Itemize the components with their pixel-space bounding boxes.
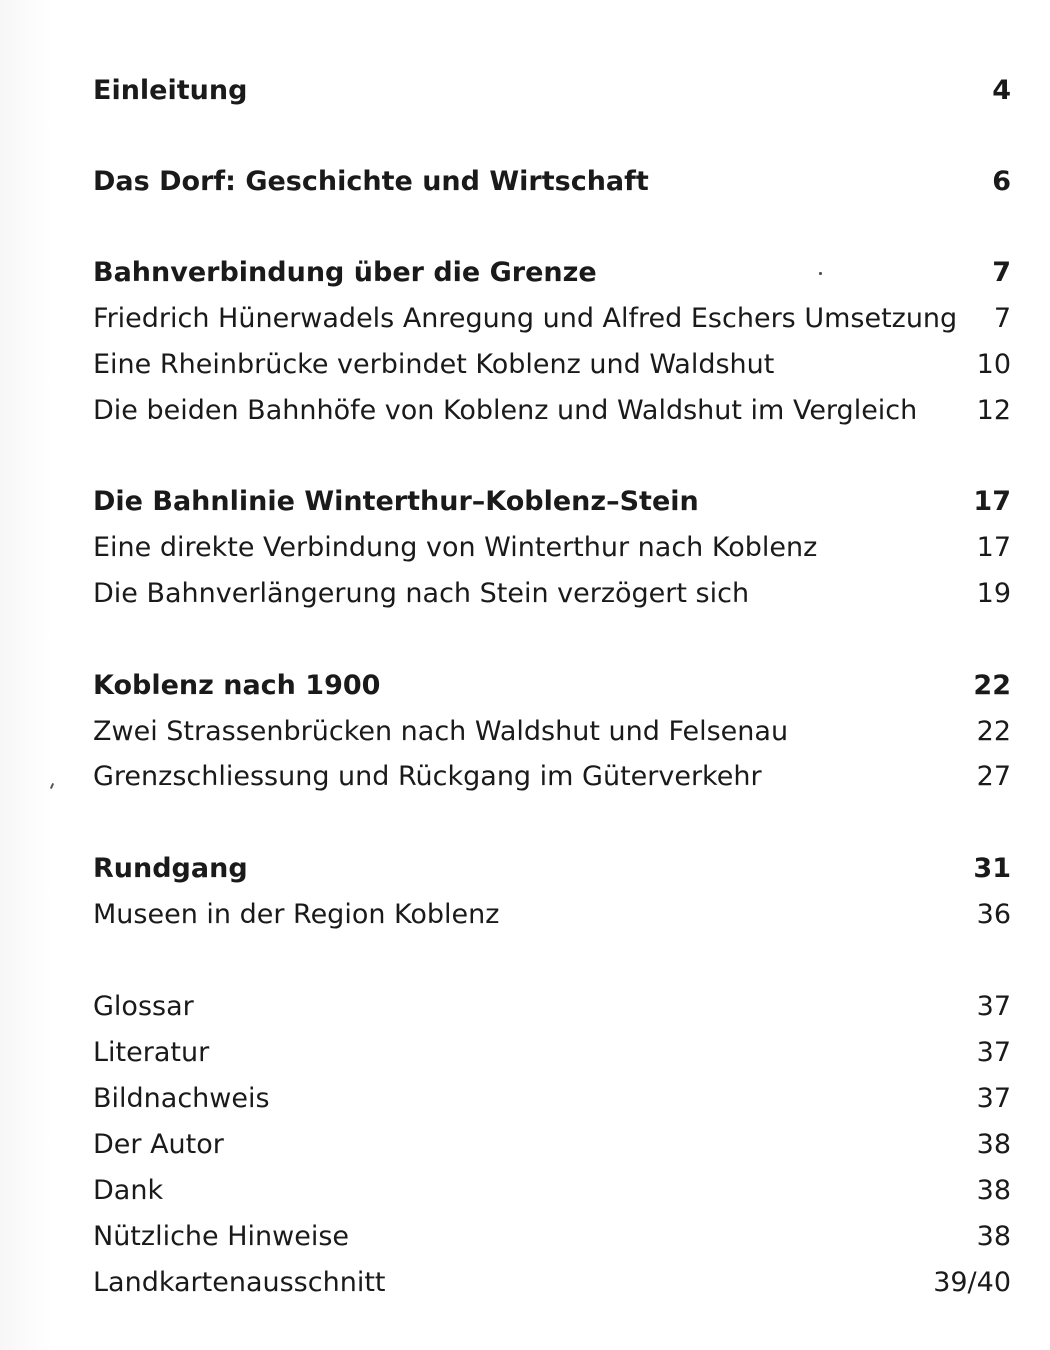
toc-page-number: 38 [976,1129,1011,1160]
toc-entry-appendix [93,1266,1011,1300]
toc-title: Grenzschliessung und Rückgang im Güterverkehr [93,761,762,792]
toc-title: Landkartenausschnitt [93,1267,386,1298]
toc-title: Zwei Strassenbrücken nach Waldshut und Felsenau [93,716,789,747]
toc-page-number: 22 [976,716,1011,747]
toc-page-number: 37 [976,1037,1011,1068]
toc-entry-appendix [93,990,1011,1024]
toc-page-number: 36 [976,899,1011,930]
toc-entry-chapter [93,669,1011,703]
toc-entry-appendix [93,1220,1011,1254]
toc-page-number: 19 [976,578,1011,609]
toc-entry-chapter [93,852,1011,886]
toc-entry-chapter [93,485,1011,519]
toc-page-number: 38 [976,1221,1011,1252]
toc-page-number: 7 [992,257,1011,288]
toc-entry-chapter [93,74,1011,108]
toc-page-number: 10 [976,349,1011,380]
toc-title: Koblenz nach 1900 [93,670,381,701]
print-speck [50,783,54,789]
toc-page-number: 31 [973,853,1011,884]
toc-entry-appendix [93,1082,1011,1116]
toc-entry-section [93,348,1011,382]
toc-entry-appendix [93,1174,1011,1208]
toc-entry-appendix [93,1128,1011,1162]
toc-title: Das Dorf: Geschichte und Wirtschaft [93,166,649,197]
toc-title: Eine direkte Verbindung von Winterthur nach Koblenz [93,532,818,563]
toc-title: Die Bahnverlängerung nach Stein verzögert sich [93,578,750,609]
toc-title: Bildnachweis [93,1083,270,1114]
toc-title: Literatur [93,1037,210,1068]
toc-page-number: 22 [973,670,1011,701]
toc-title: Der Autor [93,1129,224,1160]
toc-entry-section [93,302,1011,336]
toc-title: Bahnverbindung über die Grenze [93,257,597,288]
toc-title: Glossar [93,991,194,1022]
toc-title: Die beiden Bahnhöfe von Koblenz und Waldshut im Vergleich [93,395,918,426]
toc-entry-section [93,760,1011,794]
toc-title: Einleitung [93,75,248,106]
toc-title: Museen in der Region Koblenz [93,899,500,930]
toc-title: Eine Rheinbrücke verbindet Koblenz und Waldshut [93,349,775,380]
toc-page-number: 37 [976,1083,1011,1114]
toc-entry-appendix [93,1036,1011,1070]
toc-entry-chapter [93,256,1011,290]
toc-page-number: 6 [992,166,1011,197]
toc-title: Dank [93,1175,164,1206]
toc-entry-section [93,715,1011,749]
toc-entry-section [93,531,1011,565]
toc-entry-section [93,898,1011,932]
print-speck [819,272,822,275]
toc-entry-section [93,577,1011,611]
toc-page-number: 37 [976,991,1011,1022]
toc-title: Rundgang [93,853,248,884]
toc-page-number: 12 [976,395,1011,426]
toc-page-number: 39/40 [933,1267,1011,1298]
toc-entry-chapter [93,165,1011,199]
toc-title: Friedrich Hünerwadels Anregung und Alfred Eschers Umsetzung [93,303,958,334]
toc-page-number: 4 [992,75,1011,106]
toc-page-number: 17 [973,486,1011,517]
toc-page-number: 17 [976,532,1011,563]
toc-page-number: 27 [976,761,1011,792]
toc-page-number: 7 [993,303,1011,334]
toc-title: Die Bahnlinie Winterthur–Koblenz–Stein [93,486,699,517]
toc-page-number: 38 [976,1175,1011,1206]
toc-entry-section [93,394,1011,428]
toc-title: Nützliche Hinweise [93,1221,350,1252]
